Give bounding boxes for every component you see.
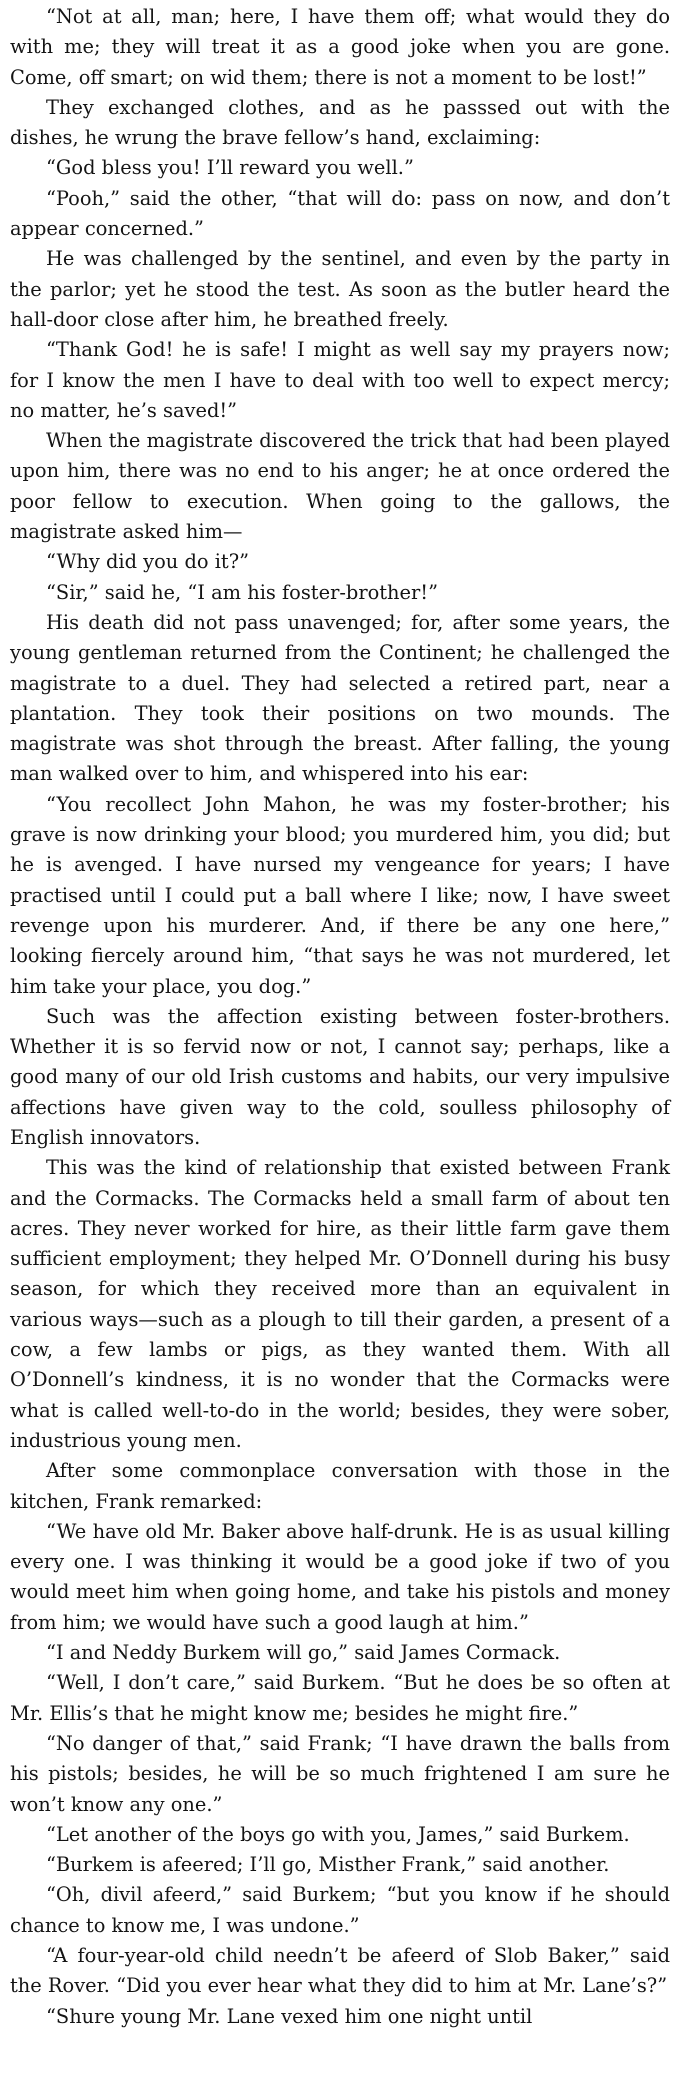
paragraph: Such was the affection existing between foster-brothers. Whether it is so fervid now or not, I cannot say; perhaps, like a good many of our old Irish customs and habits, our very impulsive affections have given way to the cold, soulless philosophy of English innovators. <box>10 1004 670 1149</box>
paragraph: “Burkem is afeered; I’ll go, Misther Frank,” said another. <box>46 1853 610 1877</box>
paragraph: “No danger of that,” said Frank; “I have drawn the balls from his pistols; besides, he will be so much frightened I am sure he won’t know any one.” <box>10 1731 670 1816</box>
paragraph: “Pooh,” said the other, “that will do: pass on now, and don’t appear concerned.” <box>10 186 670 241</box>
paragraph: “Not at all, man; here, I have them off; what would they do with me; they will treat it as a good joke when you are gone. Come, off smart; on wid them; there is not a moment to be lost!” <box>10 5 670 89</box>
paragraph: “Shure young Mr. Lane vexed him one night until <box>46 2004 533 2028</box>
paragraph: When the magistrate discovered the trick that had been played upon him, there was no end to his anger; he at once ordered the poor fellow to execution. When going to the gallows, the magistrate asked him— <box>10 429 670 544</box>
paragraph: “A four-year-old child needn’t be afeerd of Slob Baker,” said the Rover. “Did you ever hear what they did to him at Mr. Lane’s?” <box>10 1944 670 1998</box>
paragraph: His death did not pass unavenged; for, after some years, the young gentleman returned from the Continent; he challenged the magistrate to a duel. They had selected a retired part, near a plantation. They took their positions on two mounds. The magistrate was shot through the breast. After falling, the young man walked over to him, and whispered into his ear: <box>10 610 670 786</box>
paragraph: This was the kind of relationship that existed between Frank and the Cormacks. The Cormacks held a small farm of about ten acres. They never worked for hire, as their little farm gave them sufficient employment; they helped Mr. O’Donnell during his busy season, for which they received more than an equivalent in various ways—such as a plough to till their garden, a present of a cow, a few lambs or pigs, as they wanted them. With all O’Donnell’s kindness, it is no wonder that the Cormacks were what is called well-to-do in the world; besides, they were sober, industrious young men. <box>10 1156 670 1452</box>
paragraph: “God bless you! I’ll reward you well.” <box>46 156 414 180</box>
paragraph: “Why did you do it?” <box>46 550 250 574</box>
paragraph: “Sir,” said he, “I am his foster-brother!” <box>46 580 438 604</box>
paragraph: “You recollect John Mahon, he was my foster-brother; his grave is now drinking your blood; you murdered him, you did; but he is avenged. I have nursed my vengeance for years; I have practised until I could put a ball where I like; now, I have sweet revenge upon his murderer. And, if there be any one here,” looking fiercely around him, “that says he was not murdered, let him take your place, you dog.” <box>10 792 670 998</box>
paragraph: “Thank God! he is safe! I might as well say my prayers now; for I know the men I have to deal with too well to expect mercy; no matter, he’s saved!” <box>10 338 670 422</box>
paragraph: He was challenged by the sentinel, and even by the party in the parlor; yet he stood the test. As soon as the butler heard the hall-door close after him, he breathed freely. <box>10 247 670 331</box>
paragraph: “Well, I don’t care,” said Burkem. “But he does be so often at Mr. Ellis’s that he might know me; besides he might fire.” <box>10 1671 670 1725</box>
paragraph: They exchanged clothes, and as he passsed out with the dishes, he wrung the brave fellow’s hand, exclaiming: <box>10 95 670 150</box>
paragraph: “We have old Mr. Baker above half-drunk. He is as usual killing every one. I was thinking it would be a good joke if two of you would meet him when going home, and take his pistols and money from him; we would have such a good laugh at him.” <box>10 1519 670 1634</box>
paragraph: After some commonplace conversation with those in the kitchen, Frank remarked: <box>10 1459 670 1513</box>
paragraph: “Oh, divil afeerd,” said Burkem; “but you know if he should chance to know me, I was undone.” <box>10 1883 670 1937</box>
paragraph: “Let another of the boys go with you, James,” said Burkem. <box>46 1822 630 1846</box>
paragraph: “I and Neddy Burkem will go,” said James Cormack. <box>46 1641 561 1665</box>
